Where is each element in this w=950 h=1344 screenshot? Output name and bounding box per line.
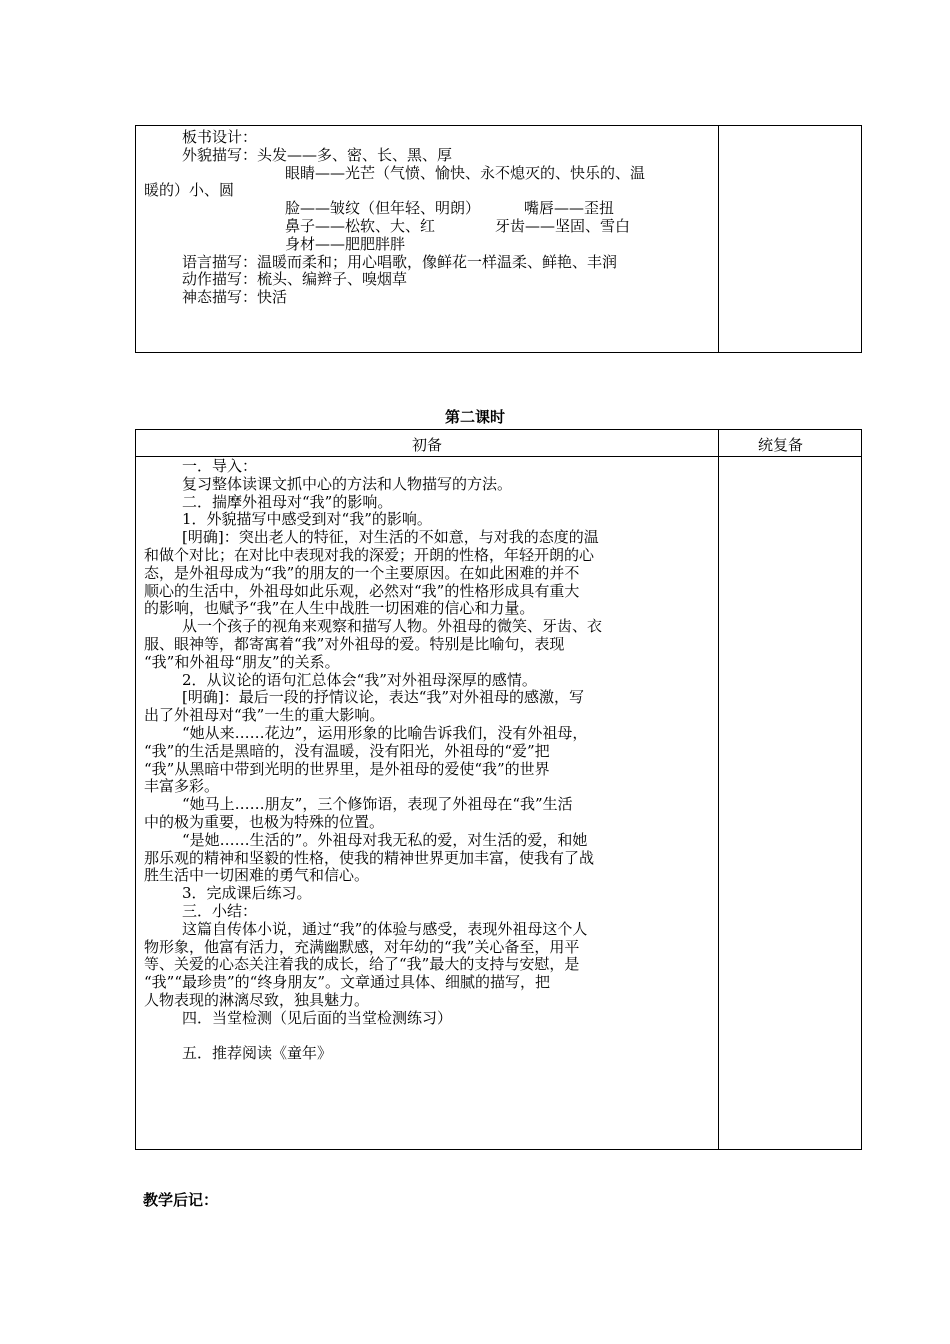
column-divider [718,126,719,352]
lesson-line: 四．当堂检测（见后面的当堂检测练习） [182,1008,453,1027]
lesson2-title: 第二课时 [444,408,505,426]
board-design-line: 板书设计： [182,128,258,146]
lesson-line: 胜生活中一切困难的勇气和信心。 [144,866,370,885]
lesson-line: 物形象，他富有活力，充满幽默感，对年幼的“我”关心备至，用平 [144,937,580,956]
lesson-line: 这篇自传体小说，通过“我”的体验与感受，表现外祖母这个人 [182,919,588,938]
lesson-line: 3．完成课后练习。 [182,884,312,903]
board-design-line: 外貌描写：头发——多、密、长、黑、厚 [182,145,453,164]
lesson-line: “我”和外祖母“朋友”的关系。 [144,652,340,671]
lesson-line: 出了外祖母对“我”一生的重大影响。 [144,706,385,725]
lesson-line: 等、关爱的心态关注着我的成长，给了“我”最大的支持与安慰，是 [144,955,580,974]
lesson-line: 三．小结： [182,901,258,920]
board-design-line: 暖的）小、圆 [144,181,235,200]
lesson-line: “她马上……朋友”，三个修饰语，表现了外祖母在“我”生活 [182,795,573,814]
lesson-line: “我”“最珍贵”的“终身朋友”。文章通过具体、细腻的描写，把 [144,973,551,992]
lesson-line: 和做个对比；在对比中表现对我的深爱；开朗的性格，年轻开朗的心 [144,545,595,564]
lesson-line: 中的极为重要，也极为特殊的位置。 [144,812,385,831]
board-design-table [135,125,862,353]
lesson-line: 那乐观的精神和坚毅的性格，使我的精神世界更加丰富，使我有了战 [144,848,595,867]
table-header-row [136,430,861,457]
lesson-line: 丰富多彩。 [144,777,220,796]
board-design-line: 语言描写：温暖而柔和；用心唱歌，像鲜花一样温柔、鲜艳、丰润 [182,252,618,271]
lesson-line: 2．从议论的语句汇总体会“我”对外祖母深厚的感情。 [182,670,537,689]
lesson-line: 五．推荐阅读《童年》 [182,1044,333,1063]
lesson-line: 人物表现的淋漓尽致，独具魅力。 [144,990,370,1009]
lesson-line: [明确]：最后一段的抒情议论，表达“我”对外祖母的感激，写 [182,688,585,707]
lesson-line: 一．导入： [182,457,258,475]
board-design-line: 鼻子——松软、大、红 牙齿——坚固、雪白 [285,216,631,235]
lesson-line: [明确]：突出老人的特征，对生活的不如意，与对我的态度的温 [182,528,599,547]
lesson2-text [144,458,716,1063]
lesson-line: 复习整体读课文抓中心的方法和人物描写的方法。 [182,474,513,493]
lesson-line: 的影响，也赋予“我”在人生中战胜一切困难的信心和力量。 [144,599,535,618]
board-design-line: 身材——肥肥胖胖 [285,234,406,253]
lesson-line: 服、眼神等，都寄寓着“我”对外祖母的爱。特别是比喻句，表现 [144,634,565,653]
lesson-line: 顺心的生活中，外祖母如此乐观，必然对“我”的性格形成具有重大 [144,581,580,600]
board-design-text [144,129,716,307]
lesson-line: “她从来……花边”，运用形象的比喻告诉我们，没有外祖母， [182,723,588,742]
column-divider [718,430,719,1149]
board-design-line: 动作描写：梳头、编辫子、嗅烟草 [182,270,408,289]
lesson2-table [135,429,862,1150]
teaching-notes-label: 教学后记： [143,1191,219,1209]
board-design-line: 脸——皱纹（但年轻、明朗） 嘴唇——歪扭 [285,199,615,218]
lesson-line: “我”的生活是黑暗的，没有温暖，没有阳光，外祖母的“爱”把 [144,741,550,760]
header-initial-prep: 初备 [411,436,442,454]
board-design-line: 眼睛——光芒（气愤、愉快、永不熄灭的、快乐的、温 [285,163,646,182]
lesson-line: 1．外貌描写中感受到对“我”的影响。 [182,510,432,529]
lesson-line: “我”从黑暗中带到光明的世界里，是外祖母的爱使“我”的世界 [144,759,550,778]
lesson-line: “是她……生活的”。外祖母对我无私的爱，对生活的爱，和她 [182,830,588,849]
lesson-line: 态，是外祖母成为“我”的朋友的一个主要原因。在如此困难的并不 [144,563,580,582]
board-design-cell [136,126,718,352]
header-review-prep: 统复备 [757,436,803,454]
lesson-line: 从一个孩子的视角来观察和描写人物。外祖母的微笑、牙齿、衣 [182,617,603,636]
board-design-line: 神态描写：快活 [182,288,288,307]
lesson-line: 二．揣摩外祖母对“我”的影响。 [182,492,393,511]
